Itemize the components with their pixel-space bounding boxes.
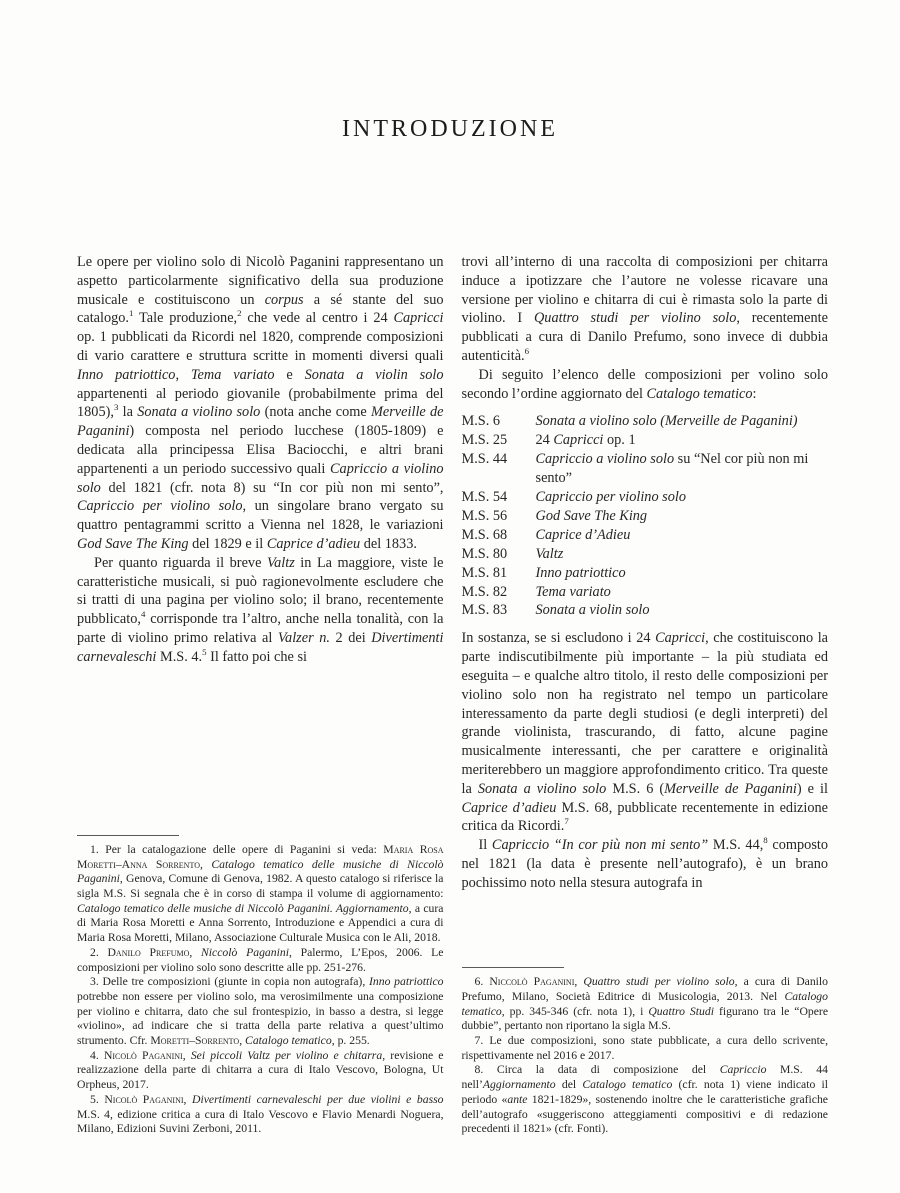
left-footnotes <box>77 835 444 1137</box>
catalog-entry <box>462 488 829 507</box>
catalog-work-title: Sonata a violin solo <box>535 602 650 619</box>
catalog-ms-number: M.S. 6 <box>461 413 501 430</box>
catalog-entry <box>462 583 829 602</box>
catalog-ms-number: M.S. 83 <box>461 602 508 619</box>
right-body-text <box>462 253 829 893</box>
catalog-work-title: 24 Capricci op. 1 <box>535 432 636 449</box>
left-body-text <box>77 253 444 667</box>
footnote-separator <box>462 967 564 968</box>
footnote: 7. Le due composizioni, sono state pubblicate, a cura dello scrivente, rispettivamente nel 2016 e 2017. <box>461 1034 828 1062</box>
catalog-ms-number: M.S. 81 <box>461 564 508 581</box>
paragraph: Le opere per violino solo di Nicolò Paganini rappresentano un aspetto particolarmente significativo della sua produzione musicale e costituiscono un corpus a sé stante del suo catalogo.$^1$ Tale produzione,$^2$ che vede al centro i 24 Capricci op. 1 pubblicati da Ricordi nel 1820, comprende composizioni di vario carattere e struttura scritte in momenti diversi quali Inno patriottico, Tema variato e Sonata a violin solo appartenenti al periodo giovanile (probabilmente prima del 1805),$^3$ la Sonata a violino solo (nota anche come Merveille de Paganini) composta nel periodo lucchese (1805-1809) e dedicata alla principessa Elisa Baciocchi, e altri brani appartenenti a un periodo successivo quali Capriccio a violino solo del 1821 (cfr. nota 8) su “In cor più non mi sento”, Capriccio per violino solo, un singolare brano vergato su quattro pentagrammi scritto a Vienna nel 1828, le variazioni God Save The King del 1829 e il Caprice d’adieu del 1833. <box>77 254 444 552</box>
catalog-entry <box>462 507 829 526</box>
page-title: INTRODUZIONE <box>342 116 558 142</box>
paragraph: trovi all’interno di una raccolta di composizioni per chitarra induce a ipotizzare che l’autore ne volesse ricavare una versione per violino e chitarra di cui è rimasta solo la parte di violino. I Quattro studi per violino solo, recentemente pubblicati a cura di Danilo Prefumo, sono invece di dubbia autenticità.$^6$ <box>461 254 828 364</box>
catalog-entry <box>462 412 829 431</box>
catalog-work-title: Inno patriottico <box>535 564 626 581</box>
footnote: 8. Circa la data di composizione del Capriccio M.S. 44 nell’Aggiornamento del Catalogo tematico (cfr. nota 1) viene indicato il periodo «ante 1821-1829», sostenendo inoltre che le caratteristiche grafiche dell’autografo «suggeriscono atteggiamenti compositivi e di redazione precedenti il 1821» (cfr. Fonti). <box>461 1063 829 1136</box>
catalog-work-title: Capriccio per violino solo <box>535 489 687 505</box>
catalog-ms-number: M.S. 82 <box>461 583 508 600</box>
footnote: 2. Danilo Prefumo, Niccolò Paganini, Palermo, L’Epos, 2006. Le composizioni per violino solo sono descritte alle pp. 251-276. <box>77 945 444 974</box>
left-column <box>77 253 444 1137</box>
catalog-ms-number: M.S. 44 <box>461 451 508 468</box>
catalog-work-title: Capriccio a violino solo su “Nel cor più non mi sento” <box>535 451 809 487</box>
catalog-ms-number: M.S. 56 <box>461 507 508 524</box>
right-footnotes <box>462 967 829 1137</box>
catalog-entry <box>462 450 829 488</box>
left-footnote-list <box>77 843 444 1137</box>
catalog-entry <box>462 545 829 564</box>
catalog-work-title: God Save The King <box>535 507 648 524</box>
right-footnote-list <box>462 975 829 1137</box>
catalog-entry <box>462 601 829 620</box>
paragraph: Il Capriccio “In cor più non mi sento” M.S. 44,$^8$ composto nel 1821 (la data è presente nell’autografo), è un brano pochissimo noto nella stesura autografa in <box>461 835 829 891</box>
catalog-work-title: Sonata a violino solo (Merveille de Paganini) <box>535 413 798 430</box>
catalog-entry <box>462 564 829 583</box>
catalog-work-title: Tema variato <box>535 583 611 600</box>
footnote: 1. Per la catalogazione delle opere di Paganini si veda: Maria Rosa Moretti–Anna Sorrento, Catalogo tematico delle musiche di Niccolò Paganini, Genova, Comune di Genova, 1982. A questo catalogo si riferisce la sigla M.S. Si segnala che è in corso di stampa il volume di aggiornamento: Catalogo tematico delle musiche di Niccolò Paganini. Aggiornamento, a cura di Maria Rosa Moretti e Anna Sorrento, Introduzione e Appendici a cura di Maria Rosa Moretti, Milano, Associazione Culturale Musica con le Ali, 2018. <box>77 842 444 945</box>
catalog-work-title: Caprice d’Adieu <box>535 526 631 543</box>
catalog-ms-number: M.S. 68 <box>461 526 508 543</box>
right-column <box>462 253 829 1137</box>
paragraph: In sostanza, se si escludono i 24 Capricci, che costituiscono la parte indiscutibilmente più importante – la più studiata ed eseguita – e qualche altro titolo, il resto delle composizioni per violino solo non ha registrato nel tempo un particolare interessamento da parte degli studiosi (e degli interpreti) del grande violinista, trascurando, di fatto, alcune pagine musicalmente interessanti, che per carattere e originalità meriterebbero un maggiore approfondimento critico. Tra queste la Sonata a violino solo M.S. 6 (Merveille de Paganini) e il Caprice d’adieu M.S. 68, pubblicate recentemente in edizione critica da Ricordi.$^7$ <box>461 630 829 835</box>
two-column-layout <box>77 253 828 1137</box>
footnote: 4. Nicolò Paganini, Sei piccoli Valtz per violino e chitarra, revisione e realizzazione della parte di chitarra a cura di Italo Vescovo, Bologna, Ut Orpheus, 2017. <box>77 1048 444 1092</box>
catalog-work-title: Valtz <box>535 545 564 562</box>
footnote: 3. Delle tre composizioni (giunte in copia non autografa), Inno patriottico potrebbe non essere per violino solo, ma verosimilmente una composizione per violino e chitarra, dato che sul frontespizio, in basso a destra, si legge «violino», ad indicare che si tratta della parte relativa a quest’ultimo strumento. Cfr. Moretti–Sorrento, Catalogo tematico, p. 255. <box>77 975 444 1048</box>
paragraph: Per quanto riguarda il breve Valtz in La maggiore, viste le caratteristiche musicali, si può ragionevolmente escludere che si tratti di una pagina per violino solo; il brano, recentemente pubblicato,$^4$ corrisponde tra l’altro, anche nella tonalità, con la parte di violino primo relativa al Valzer n. 2 dei Divertimenti carnevaleschi M.S. 4.$^5$ Il fatto poi che si <box>77 554 444 665</box>
right-closing-paragraphs <box>462 629 829 892</box>
paragraph: Di seguito l’elenco delle composizioni per volino solo secondo l’ordine aggiornato del Catalogo tematico: <box>461 366 828 402</box>
catalog-ms-number: M.S. 25 <box>461 432 508 449</box>
footnote-separator <box>77 835 179 836</box>
catalog-entry <box>462 526 829 545</box>
footnote: 5. Nicolò Paganini, Divertimenti carnevaleschi per due violini e basso M.S. 4, edizione critica a cura di Italo Vescovo e Flavio Menardi Noguera, Milano, Edizioni Suvini Zerboni, 2011. <box>77 1092 444 1136</box>
catalog-list <box>462 412 829 620</box>
catalog-ms-number: M.S. 54 <box>461 489 508 505</box>
right-intro-paragraphs <box>462 253 829 403</box>
footnote: 6. Niccolò Paganini, Quattro studi per violino solo, a cura di Danilo Prefumo, Milano, Società Editrice di Musicologia, 2013. Nel Catalogo tematico, pp. 345-346 (cfr. nota 1), i Quattro Studi figurano tra le “Opere dubbie”, pertanto non riportano la sigla M.S. <box>461 975 829 1033</box>
catalog-entry <box>462 431 829 450</box>
catalog-ms-number: M.S. 80 <box>461 545 508 562</box>
